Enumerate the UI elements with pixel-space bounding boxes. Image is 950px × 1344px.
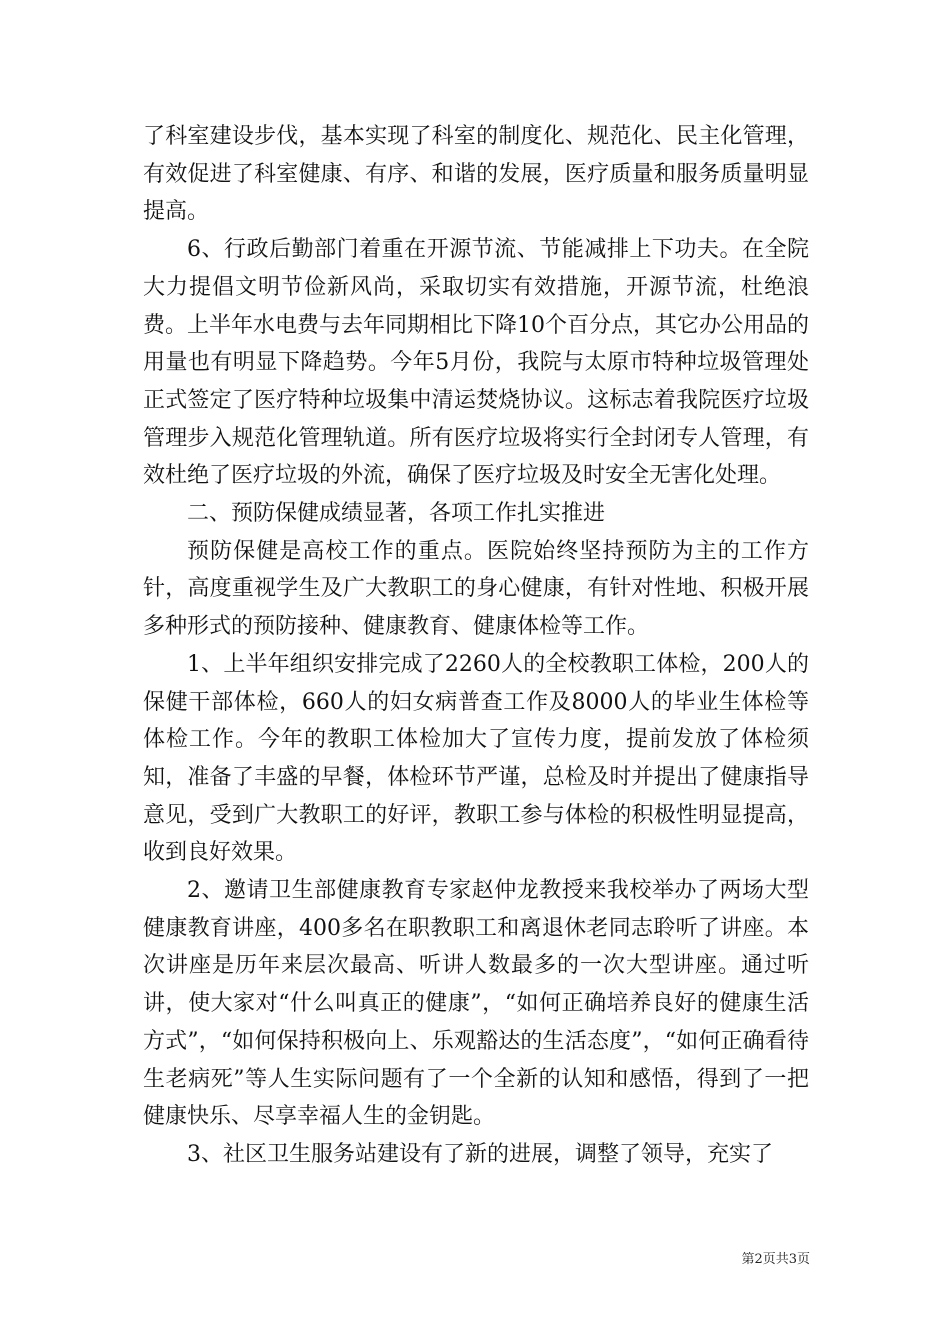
paragraph-item-3: 3、社区卫生服务站建设有了新的进展，调整了领导，充实了 bbox=[187, 1141, 773, 1167]
document-body bbox=[143, 118, 809, 1174]
paragraph-item-1: 1、上半年组织安排完成了2260人的全校教职工体检，200人的保健干部体检，660人的妇女病普查工作及8000人的毕业生体检等体检工作。今年的教职工体检加大了宣传力度，提前发放了体检须知，准备了丰盛的早餐，体检环节严谨，总检及时并提出了健康指导意见，受到广大教职工的好评，教职工参与体检的积极性明显提高，收到良好效果。 bbox=[143, 651, 809, 866]
paragraph-continuation: 了科室建设步伐，基本实现了科室的制度化、规范化、民主化管理，有效促进了科室健康、有序、和谐的发展，医疗质量和服务质量明显提高。 bbox=[143, 124, 809, 225]
page-number: 第2页共3页 bbox=[741, 1252, 810, 1267]
paragraph-item-6: 6、行政后勤部门着重在开源节流、节能减排上下功夫。在全院大力提倡文明节俭新风尚，采取切实有效措施，开源节流，杜绝浪费。上半年水电费与去年同期相比下降10个百分点，其它办公用品的用量也有明显下降趋势。今年5月份，我院与太原市特种垃圾管理处正式签定了医疗特种垃圾集中清运焚烧协议。这标志着我院医疗垃圾管理步入规范化管理轨道。所有医疗垃圾将实行全封闭专人管理，有效杜绝了医疗垃圾的外流，确保了医疗垃圾及时安全无害化处理。 bbox=[143, 237, 809, 489]
section-heading-2: 二、预防保健成绩显著，各项工作扎实推进 bbox=[187, 501, 606, 527]
paragraph-intro: 预防保健是高校工作的重点。医院始终坚持预防为主的工作方针，高度重视学生及广大教职工的身心健康，有针对性地、积极开展多种形式的预防接种、健康教育、健康体检等工作。 bbox=[143, 538, 809, 640]
paragraph-item-2: 2、邀请卫生部健康教育专家赵仲龙教授来我校举办了两场大型健康教育讲座，400多名在职教职工和离退休老同志聆听了讲座。本次讲座是历年来层次最高、听讲人数最多的一次大型讲座。通过听讲，使大家对“什么叫真正的健康”，“如何正确培养良好的健康生活方式”，“如何保持积极向上、乐观豁达的生活态度”，“如何正确看待生老病死”等人生实际问题有了一个全新的认知和感悟，得到了一把健康快乐、尽享幸福人生的金钥匙。 bbox=[143, 878, 809, 1130]
